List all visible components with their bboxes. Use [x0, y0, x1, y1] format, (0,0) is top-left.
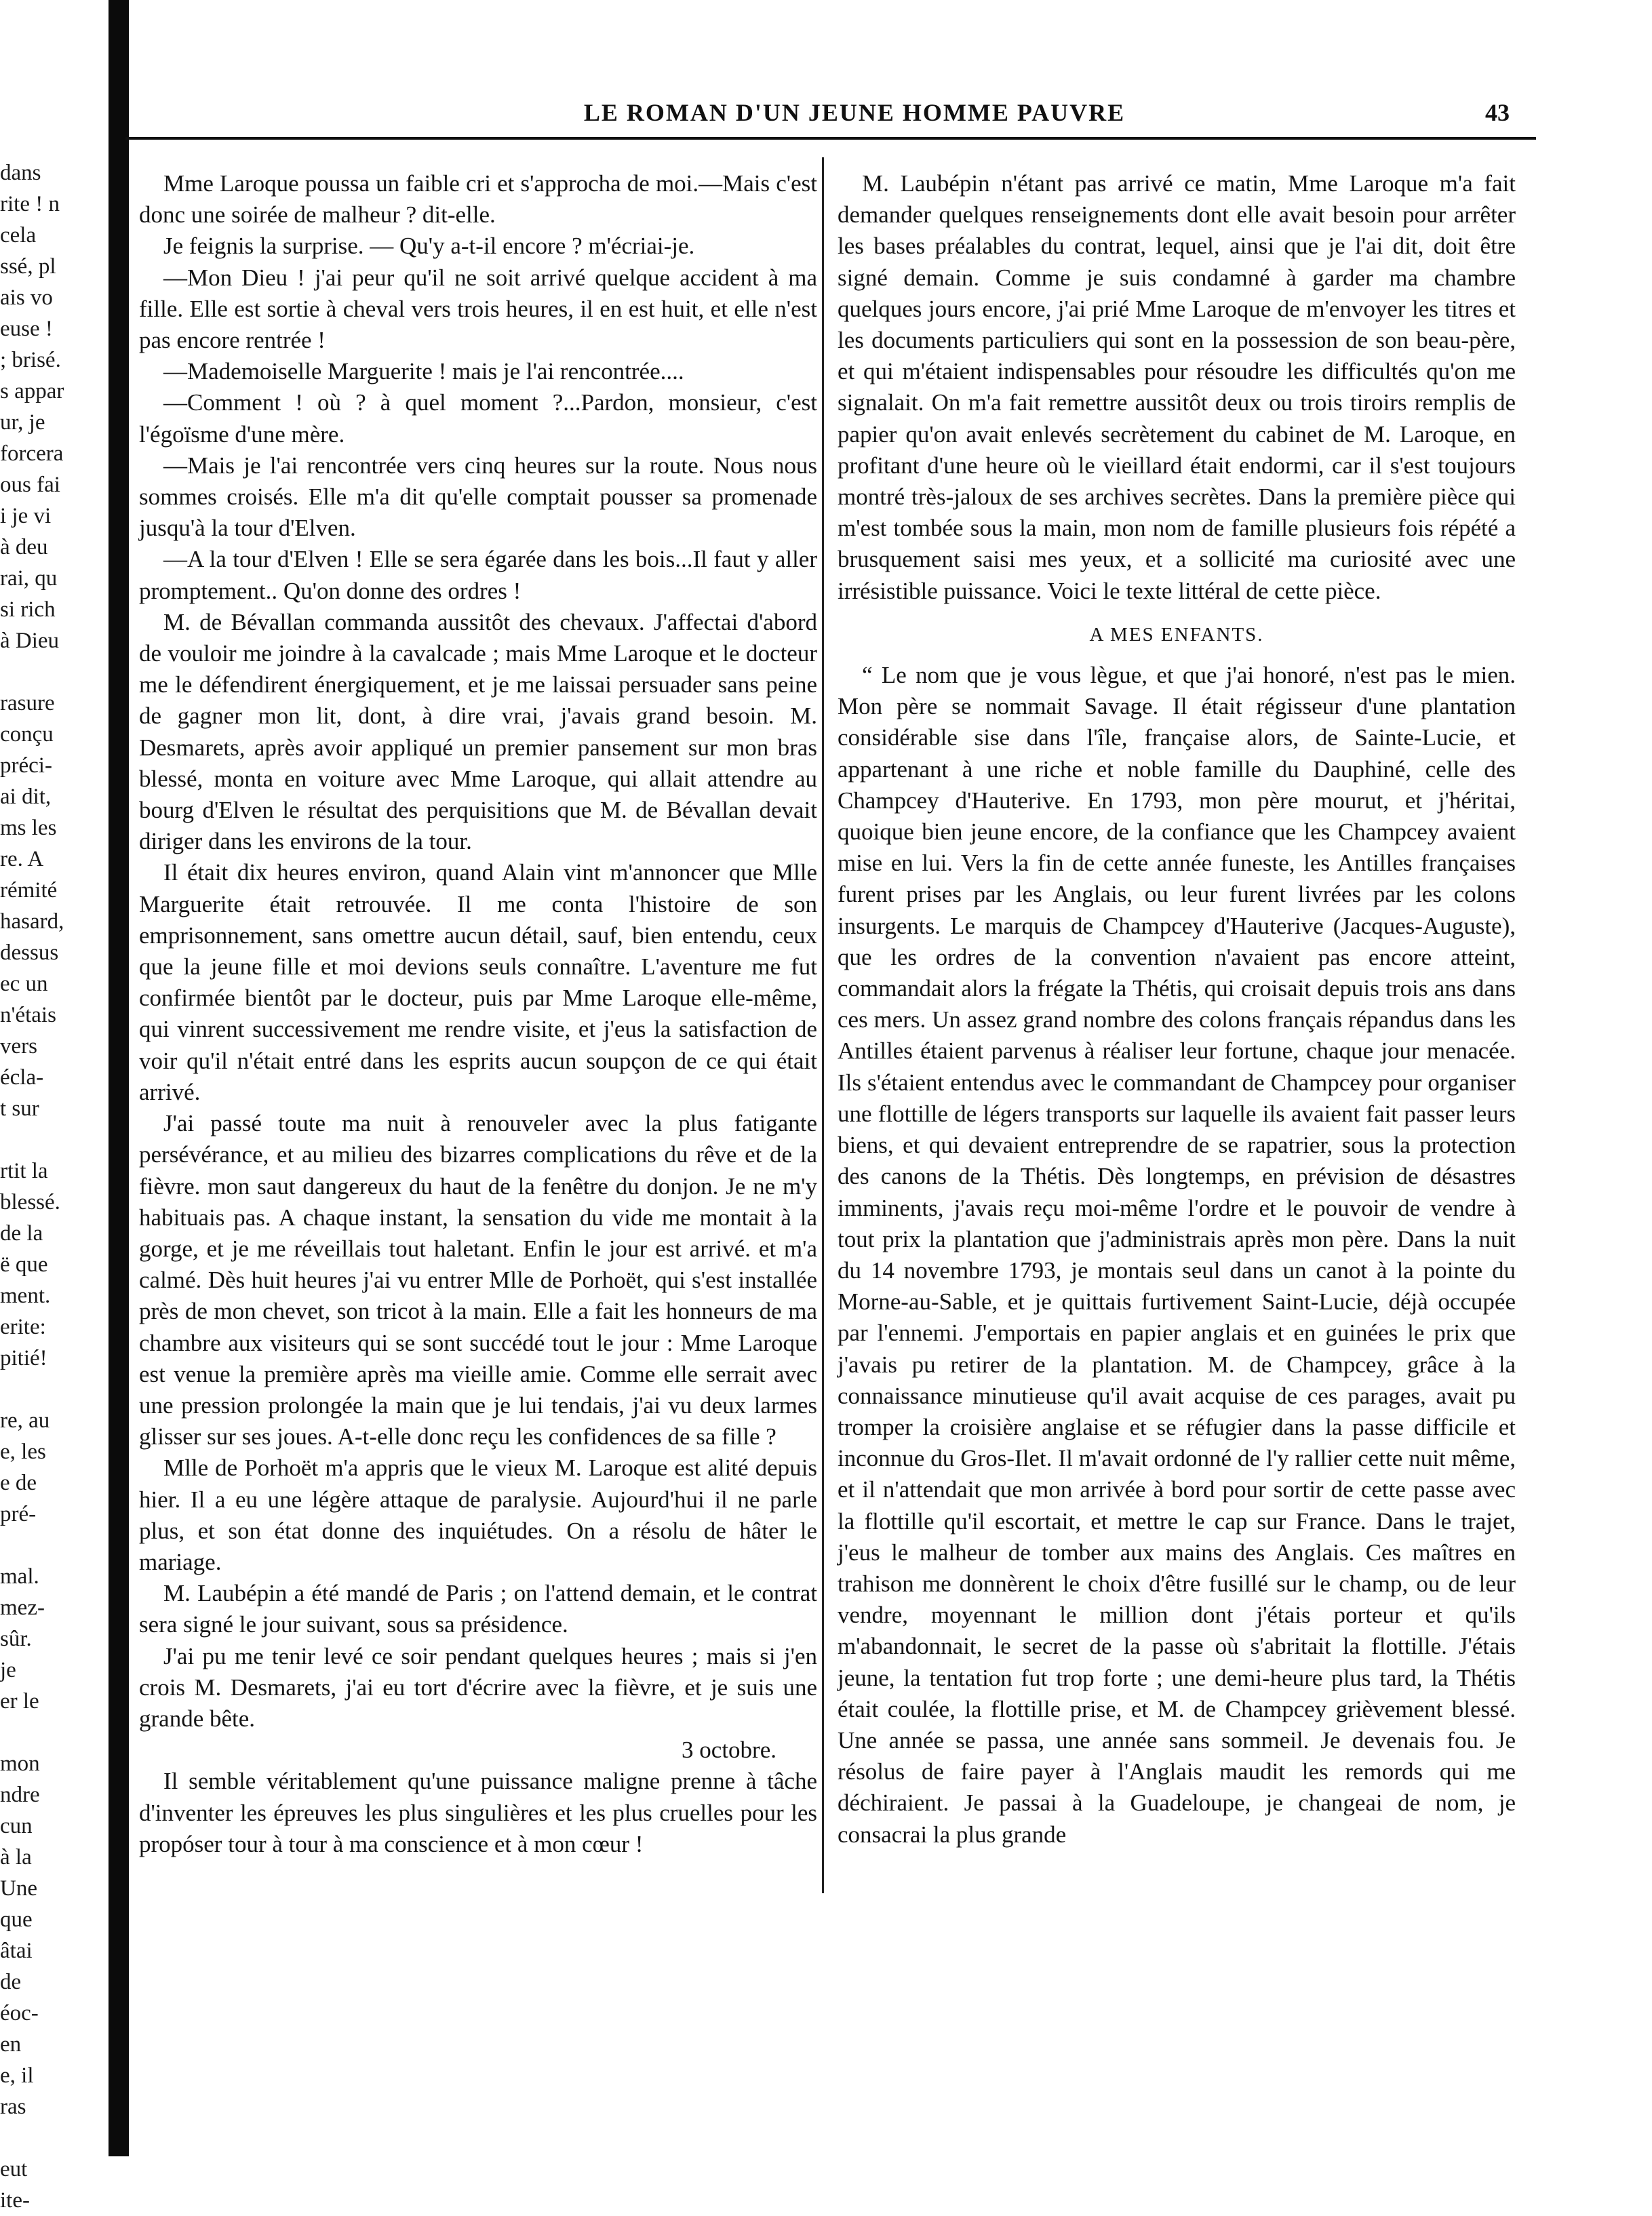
facing-page-margin-fragments: [0, 157, 102, 2216]
margin-fragment: à la: [0, 1845, 32, 1869]
margin-fragment: je: [0, 1658, 16, 1682]
margin-fragment: en: [0, 2032, 22, 2057]
margin-fragment: dans: [0, 161, 41, 185]
margin-fragment: préci-: [0, 753, 52, 778]
header-rule: [125, 137, 1536, 140]
margin-fragment: re. A: [0, 847, 44, 871]
margin-fragment: ais vo: [0, 285, 53, 310]
margin-gap: [0, 1124, 102, 1155]
margin-fragment: pitié!: [0, 1346, 47, 1370]
margin-fragment: s appar: [0, 379, 64, 403]
margin-fragment: cun: [0, 1814, 33, 1838]
margin-fragment: e, il: [0, 2063, 34, 2088]
paragraph: —A la tour d'Elven ! Elle se sera égarée dans les bois...Il faut y aller promptement.. Qu'on donne des ordres !: [139, 546, 817, 604]
margin-fragment: euse !: [0, 317, 53, 341]
margin-gap: [0, 656, 102, 688]
margin-gap: [0, 1530, 102, 1561]
margin-fragment: dessus: [0, 941, 59, 965]
letter-heading: A MES ENFANTS.: [1089, 623, 1264, 646]
margin-fragment: rai, qu: [0, 566, 58, 591]
margin-fragment: ms les: [0, 816, 57, 840]
margin-fragment: ec un: [0, 972, 48, 996]
margin-fragment: de la: [0, 1221, 43, 1246]
margin-fragment: rasure: [0, 691, 55, 715]
paragraph: M. de Bévallan commanda aussitôt des chevaux. J'affectai d'abord de vouloir me joindre à la cavalcade ; mais Mme Laroque et le docteur me le défendirent énergiquement, et je me laissai persuader sans peine de gagner mon lit, dont, à dire vrai, j'avais grand besoin. M. Desmarets, après avoir appliqué un premier pansement sur mon bras blessé, monta en voiture avec Mme Laroque, qui allait attendre au bourg d'Elven le résultat des perquisitions que M. de Bévallan devait diriger dans les environs de la tour.: [139, 608, 817, 855]
margin-fragment: e, les: [0, 1440, 46, 1464]
margin-fragment: ur, je: [0, 410, 45, 435]
diary-date: 3 octobre.: [682, 1737, 776, 1764]
paragraph: Mme Laroque poussa un faible cri et s'approcha de moi.—Mais c'est donc une soirée de malheur ? dit-elle.: [139, 170, 817, 229]
margin-fragment: i je vi: [0, 504, 52, 528]
margin-fragment: t sur: [0, 1096, 39, 1121]
margin-fragment: que: [0, 1907, 33, 1932]
margin-fragment: ; brisé.: [0, 348, 61, 372]
margin-fragment: ssé, pl: [0, 254, 56, 279]
margin-fragment: rtit la: [0, 1159, 48, 1183]
margin-fragment: er le: [0, 1689, 39, 1714]
paragraph: Il était dix heures environ, quand Alain vint m'annoncer que Mlle Marguerite était retrouvée. Il me conta l'histoire de son emprisonnement, sans omettre aucun détail, sauf, bien entendu, ceux que la jeune fille et moi devions seuls connaître. L'aventure me fut confirmée bientôt par le docteur, puis par Mme Laroque elle-même, qui vinrent successivement me rendre visite, et j'eus la satisfaction de voir qu'il n'était entré dans les esprits aucun soupçon de ce qui était arrivé.: [139, 859, 817, 1105]
paragraph: M. Laubépin n'étant pas arrivé ce matin, Mme Laroque m'a fait demander quelques renseignements dont elle avait besoin pour arrêter les bases préalables du contrat, lequel, ainsi que je l'ai dit, doit être signé demain. Comme je suis condamné à garder ma chambre quelques jours encore, j'ai prié Mme Laroque de m'envoyer les titres et les documents particuliers qui sont en la possession de son beau-père, et qui m'étaient indispensables pour résoudre les difficultés qu'on me signalait. On m'a fait remettre aussitôt deux ou trois tiroirs remplis de papier qu'on avait enlevés secrètement du cabinet de M. Laroque, en profitant d'une heure où le vieillard était endormi, car il s'est toujours montré très-jaloux de ses archives secrètes. Dans la première pièce qui m'est tombée sous la main, mon nom de famille plusieurs fois répété a brusquement saisi mes yeux, et a sollicité ma curiosité avec une irrésistible puissance. Voici le texte littéral de cette pièce.: [838, 170, 1516, 604]
margin-fragment: âtai: [0, 1939, 33, 1963]
margin-fragment: cela: [0, 223, 37, 248]
margin-fragment: vers: [0, 1034, 37, 1058]
margin-fragment: ous fai: [0, 473, 60, 497]
margin-gap: [0, 1374, 102, 1405]
margin-fragment: eut: [0, 2157, 28, 2181]
binding-shadow: [109, 0, 129, 2156]
paragraph: J'ai pu me tenir levé ce soir pendant quelques heures ; mais si j'en crois M. Desmarets, j'ai eu tort d'écrire avec la fièvre, et je suis une grande bête.: [139, 1642, 817, 1732]
right-text-column: [838, 168, 1516, 1851]
margin-fragment: rémité: [0, 878, 58, 903]
margin-fragment: conçu: [0, 722, 54, 747]
margin-fragment: à deu: [0, 535, 48, 559]
paragraph: —Mademoiselle Marguerite ! mais je l'ai rencontrée....: [163, 358, 684, 385]
margin-fragment: ai dit,: [0, 785, 52, 809]
margin-fragment: mez-: [0, 1596, 45, 1620]
margin-fragment: de: [0, 1970, 22, 1994]
page-number: 43: [1485, 99, 1510, 126]
margin-fragment: écla-: [0, 1065, 44, 1090]
margin-fragment: si rich: [0, 597, 56, 622]
paragraph: —Mon Dieu ! j'ai peur qu'il ne soit arrivé quelque accident à ma fille. Elle est sortie à cheval vers trois heures, il en est huit, et elle n'est pas encore rentrée !: [139, 264, 817, 354]
margin-fragment: éoc-: [0, 2001, 39, 2025]
margin-fragment: ras: [0, 2095, 26, 2119]
paragraph: Je feignis la surprise. — Qu'y a-t-il encore ? m'écriai-je.: [163, 233, 695, 260]
margin-fragment: à Dieu: [0, 629, 60, 653]
running-header-title: LE ROMAN D'UN JEUNE HOMME PAUVRE: [583, 99, 1126, 126]
column-divider: [822, 157, 824, 1893]
margin-fragment: ite-: [0, 2188, 30, 2213]
margin-fragment: Une: [0, 1876, 37, 1901]
margin-fragment: blessé.: [0, 1190, 60, 1214]
margin-fragment: ment.: [0, 1284, 51, 1308]
margin-fragment: ndre: [0, 1783, 40, 1807]
margin-gap: [0, 2122, 102, 2154]
margin-fragment: e de: [0, 1471, 37, 1495]
paragraph: Mlle de Porhoët m'a appris que le vieux M. Laroque est alité depuis hier. Il a eu une légère attaque de paralysie. Aujourd'hui il ne parle plus, et son état donne des inquiétudes. On a résolu de hâter le mariage.: [139, 1455, 817, 1575]
margin-fragment: forcera: [0, 441, 64, 466]
paragraph: J'ai passé toute ma nuit à renouveler avec la plus fatigante persévérance, et au milieu des bizarres complications du rêve et de la fièvre. mon saut dangereux du haut de la fenêtre du donjon. Je ne m'y habituais pas. A chaque instant, la sensation du vide me montait à la gorge, et je me réveillais tout haletant. Enfin le jour est arrivé. et m'a calmé. Dès huit heures j'ai vu entrer Mlle de Porhoët, qui s'est installée près de mon chevet, son tricot à la main. Elle a fait les honneurs de ma chambre aux visiteurs qui se sont succédé tout le jour : Mme Laroque est venue la première après ma vieille amie. Comme elle serrait avec une pression prolongée la main que je lui tendais, j'ai vu deux larmes glisser sur ses joues. A-t-elle donc reçu les confidences de sa fille ?: [139, 1110, 817, 1450]
margin-fragment: ë que: [0, 1252, 48, 1277]
left-text-column: [139, 168, 817, 1860]
paragraph: —Comment ! où ? à quel moment ?...Pardon, monsieur, c'est l'égoïsme d'une mère.: [139, 389, 817, 448]
paragraph: M. Laubépin a été mandé de Paris ; on l'attend demain, et le contrat sera signé le jour suivant, sous sa présidence.: [139, 1580, 817, 1638]
margin-fragment: re, au: [0, 1408, 50, 1433]
margin-fragment: rite ! n: [0, 192, 60, 216]
margin-fragment: n'étais: [0, 1003, 56, 1027]
margin-fragment: mal.: [0, 1564, 39, 1589]
letter-body: “ Le nom que je vous lègue, et que j'ai honoré, n'est pas le mien. Mon père se nommait Savage. Il était régisseur d'une plantation considérable sise dans l'île, française alors, de Sainte-Lucie, et appartenant à une riche et noble famille du Dauphiné, celle des Champcey d'Hauterive. En 1793, mon père mourut, et j'héritai, quoique bien jeune encore, de la confiance que les Champcey avaient mise en lui. Vers la fin de cette année funeste, les Antilles françaises furent prises par les Anglais, ou leur furent livrées par les colons insurgents. Le marquis de Champcey d'Hauterive (Jacques-Auguste), que les ordres de la convention n'avaient pas encore atteint, commandait alors la frégate la Thétis, qui croisait depuis trois ans dans ces mers. Un assez grand nombre des colons français répandus dans les Antilles étaient parvenus à réaliser leur fortune, chaque jour menacée. Ils s'étaient entendus avec le commandant de Champcey pour organiser une flottille de légers transports sur laquelle ils avaient fait passer leurs biens, et qui devaient entreprendre de se rapatrier, sous la protection des canons de la Thétis. Dès longtemps, en prévision de désastres imminents, j'avais reçu moi-même l'ordre et le pouvoir de vendre à tout prix la plantation que j'administrais après mon père. Dans la nuit du 14 novembre 1793, je montais seul dans un canot à la pointe du Morne-au-Sable, et je quittais furtivement Saint-Lucie, déjà occupée par l'ennemi. J'emportais en papier anglais et en guinées le prix que j'avais pu retirer de la plantation. M. de Champcey, grâce à la connaissance minutieuse qu'il avait acquise de ces parages, avait pu tromper la croisière anglaise et se réfugier dans la passe difficile et inconnue du Gros-Ilet. Il m'avait ordonné de l'y rallier cette nuit même, et il n'attendait que mon arrivée à bord pour sortir de cette passe avec la flottille qu'il escortait, et mettre le cap sur France. Dans le trajet, j'eus le malheur de tomber aux mains des Anglais. Ces maîtres en trahison me donnèrent le choix d'être fusillé sur le champ, ou de leur vendre, moyennant le million dont j'étais porteur et qu'ils m'abandonnait, le secret de la passe où s'abritait la flottille. J'étais jeune, la tentation fut trop forte ; une demi-heure plus tard, la Thétis était coulée, la flottille prise, et M. de Champcey grièvement blessé. Une année se passa, une année sans sommeil. Je devenais fou. Je résolus de faire payer à l'Anglais maudit les remords qui me déchiraient. Je passai à la Guadeloupe, je changeai de nom, je consacrai la plus grande: [838, 662, 1516, 1848]
margin-fragment: sûr.: [0, 1627, 32, 1651]
margin-fragment: hasard,: [0, 909, 64, 934]
paragraph: —Mais je l'ai rencontrée vers cinq heures sur la route. Nous nous sommes croisés. Elle m'a dit qu'elle comptait pousser sa promenade jusqu'à la tour d'Elven.: [139, 452, 817, 542]
margin-gap: [0, 1717, 102, 1748]
margin-fragment: mon: [0, 1752, 40, 1776]
margin-fragment: pré-: [0, 1502, 37, 1526]
margin-fragment: erite:: [0, 1315, 46, 1339]
paragraph: Il semble véritablement qu'une puissance maligne prenne à tâche d'inventer les épreuves les plus singulières et les plus cruelles pour les propóser tour à tour à ma conscience et à mon cœur !: [139, 1768, 817, 1857]
